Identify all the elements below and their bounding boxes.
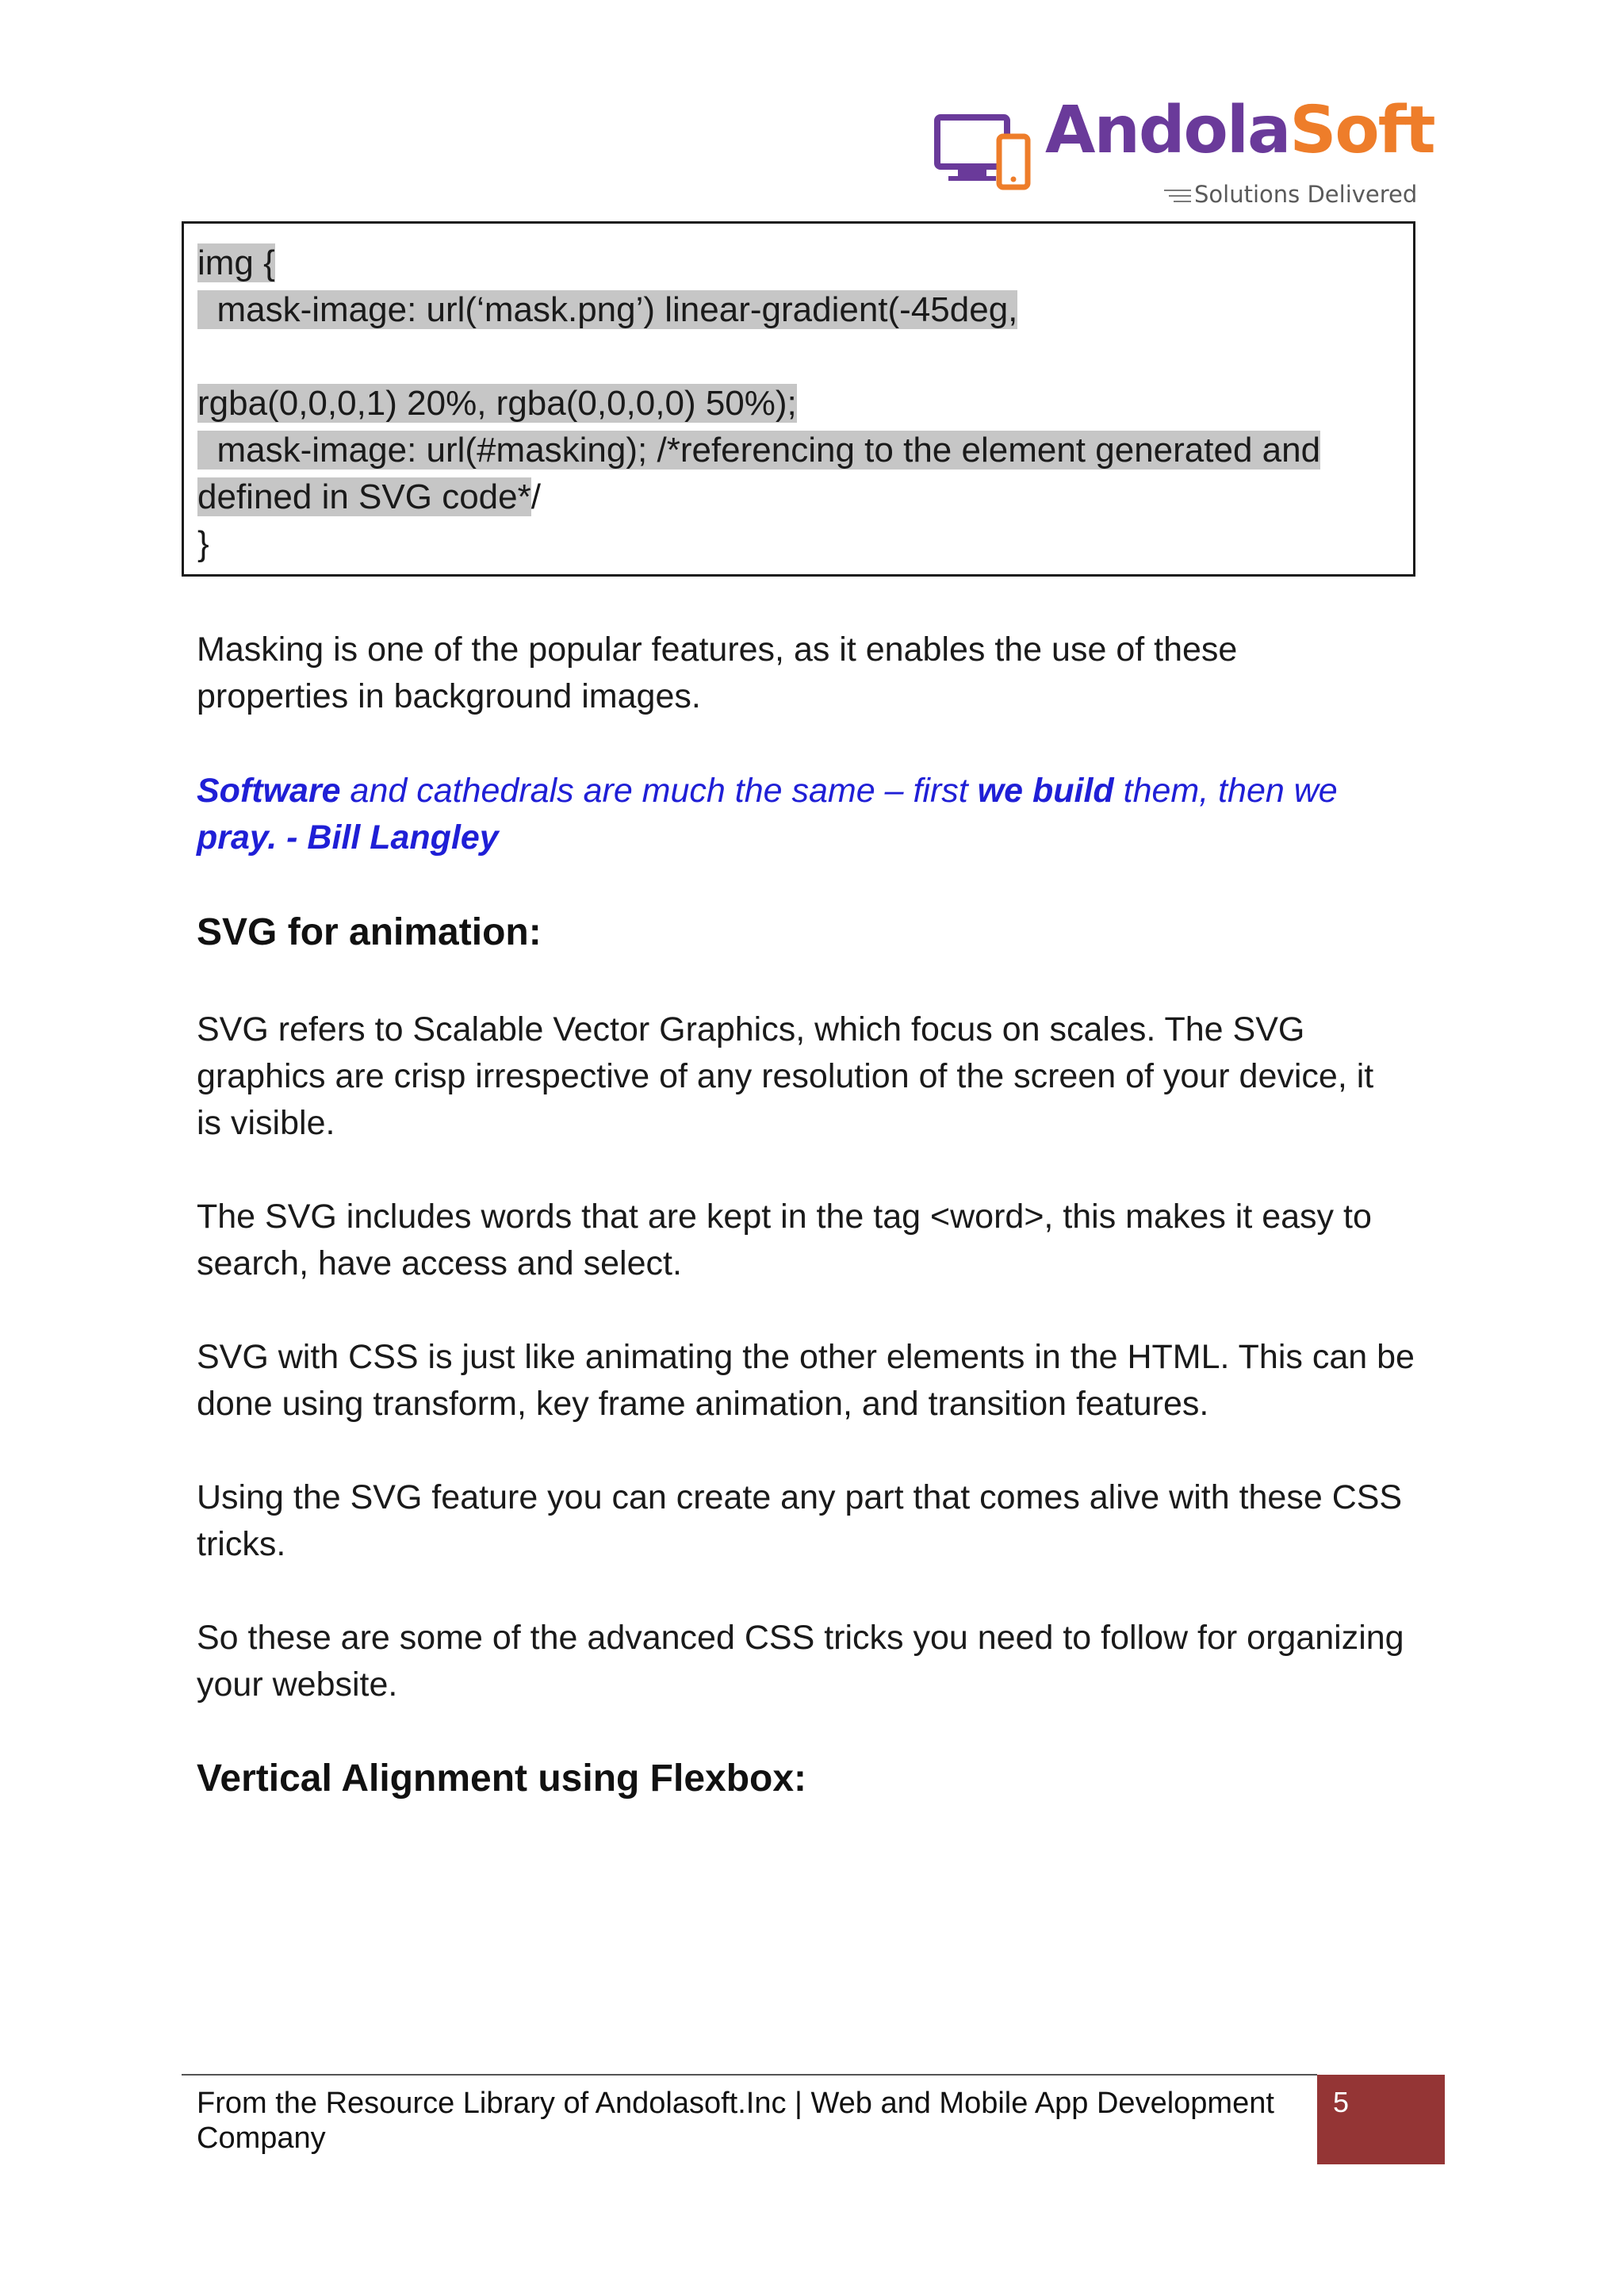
code-line	[197, 240, 275, 287]
code-line-text: rgba(0,0,0,1) 20%, rgba(0,0,0,0) 50%);	[197, 384, 797, 423]
code-line-text: mask-image: url(#masking); /*referencing to the element generated and	[197, 431, 1321, 470]
paragraph-line: is visible.	[197, 1104, 335, 1142]
brand-tagline	[1164, 181, 1417, 208]
code-line-text: /	[530, 477, 541, 516]
page-number: 5	[1333, 2086, 1350, 2118]
code-line-text: defined in SVG code*	[197, 477, 531, 516]
quote-text: them, then we	[1113, 772, 1338, 810]
paragraph-line: properties in background images.	[197, 677, 701, 715]
paragraph-line: The SVG includes words that are kept in the tag <word>, this makes it easy to	[197, 1198, 1372, 1236]
code-block	[182, 221, 1415, 577]
paragraph-line: Masking is one of the popular features, as it enables the use of these	[197, 631, 1238, 669]
footer-line: Company	[197, 2122, 326, 2155]
paragraph-line: So these are some of the advanced CSS tricks you need to follow for organizing	[197, 1619, 1404, 1657]
paragraph-line: SVG with CSS is just like animating the other elements in the HTML. This can be	[197, 1338, 1415, 1376]
quote-text: and cathedrals are much the same – first	[340, 772, 978, 810]
brand-name	[1045, 93, 1434, 168]
paragraph-line: graphics are crisp irrespective of any resolution of the screen of your device, it	[197, 1057, 1374, 1095]
paragraph-line: search, have access and select.	[197, 1244, 682, 1282]
brand-name-part2: Soft	[1289, 93, 1434, 168]
paragraph-line: your website.	[197, 1665, 398, 1704]
menu-lines-icon	[1164, 186, 1191, 206]
quote-bold: we build	[977, 772, 1114, 810]
paragraph-line: tricks.	[197, 1525, 286, 1563]
masking-paragraph	[197, 627, 1434, 720]
code-line	[197, 427, 1320, 474]
code-line-text: }	[197, 524, 209, 563]
code-line	[197, 520, 209, 568]
paragraph-line: done using transform, key frame animation, and transition features.	[197, 1385, 1209, 1423]
section-heading-flexbox: Vertical Alignment using Flexbox:	[197, 1757, 807, 1800]
section-heading-svg: SVG for animation:	[197, 911, 542, 953]
footer-text	[197, 2086, 1307, 2156]
footer-line: From the Resource Library of Andolasoft.Inc | Web and Mobile App Development	[197, 2087, 1274, 2120]
footer-divider	[182, 2074, 1317, 2076]
tagline-text: Solutions Delivered	[1194, 181, 1418, 208]
code-line	[197, 473, 541, 521]
bill-langley-quote	[197, 768, 1434, 861]
devices-icon	[934, 113, 1036, 192]
paragraph-line: SVG refers to Scalable Vector Graphics, which focus on scales. The SVG	[197, 1010, 1305, 1048]
quote-line	[197, 815, 1434, 861]
brand-name-part1: Andola	[1045, 93, 1290, 168]
quote-bold: Software	[197, 772, 341, 810]
code-line-text: mask-image: url(‘mask.png’) linear-gradient(-45deg,	[197, 290, 1018, 329]
page-number-box	[1317, 2075, 1445, 2164]
code-line	[197, 286, 1017, 334]
paragraph-line: Using the SVG feature you can create any part that comes alive with these CSS	[197, 1478, 1403, 1516]
quote-attribution: pray. - Bill Langley	[197, 818, 499, 857]
quote-line	[197, 768, 1434, 815]
code-line-text: img {	[197, 243, 275, 282]
andolasoft-logo	[934, 93, 1434, 211]
code-line	[197, 380, 797, 427]
